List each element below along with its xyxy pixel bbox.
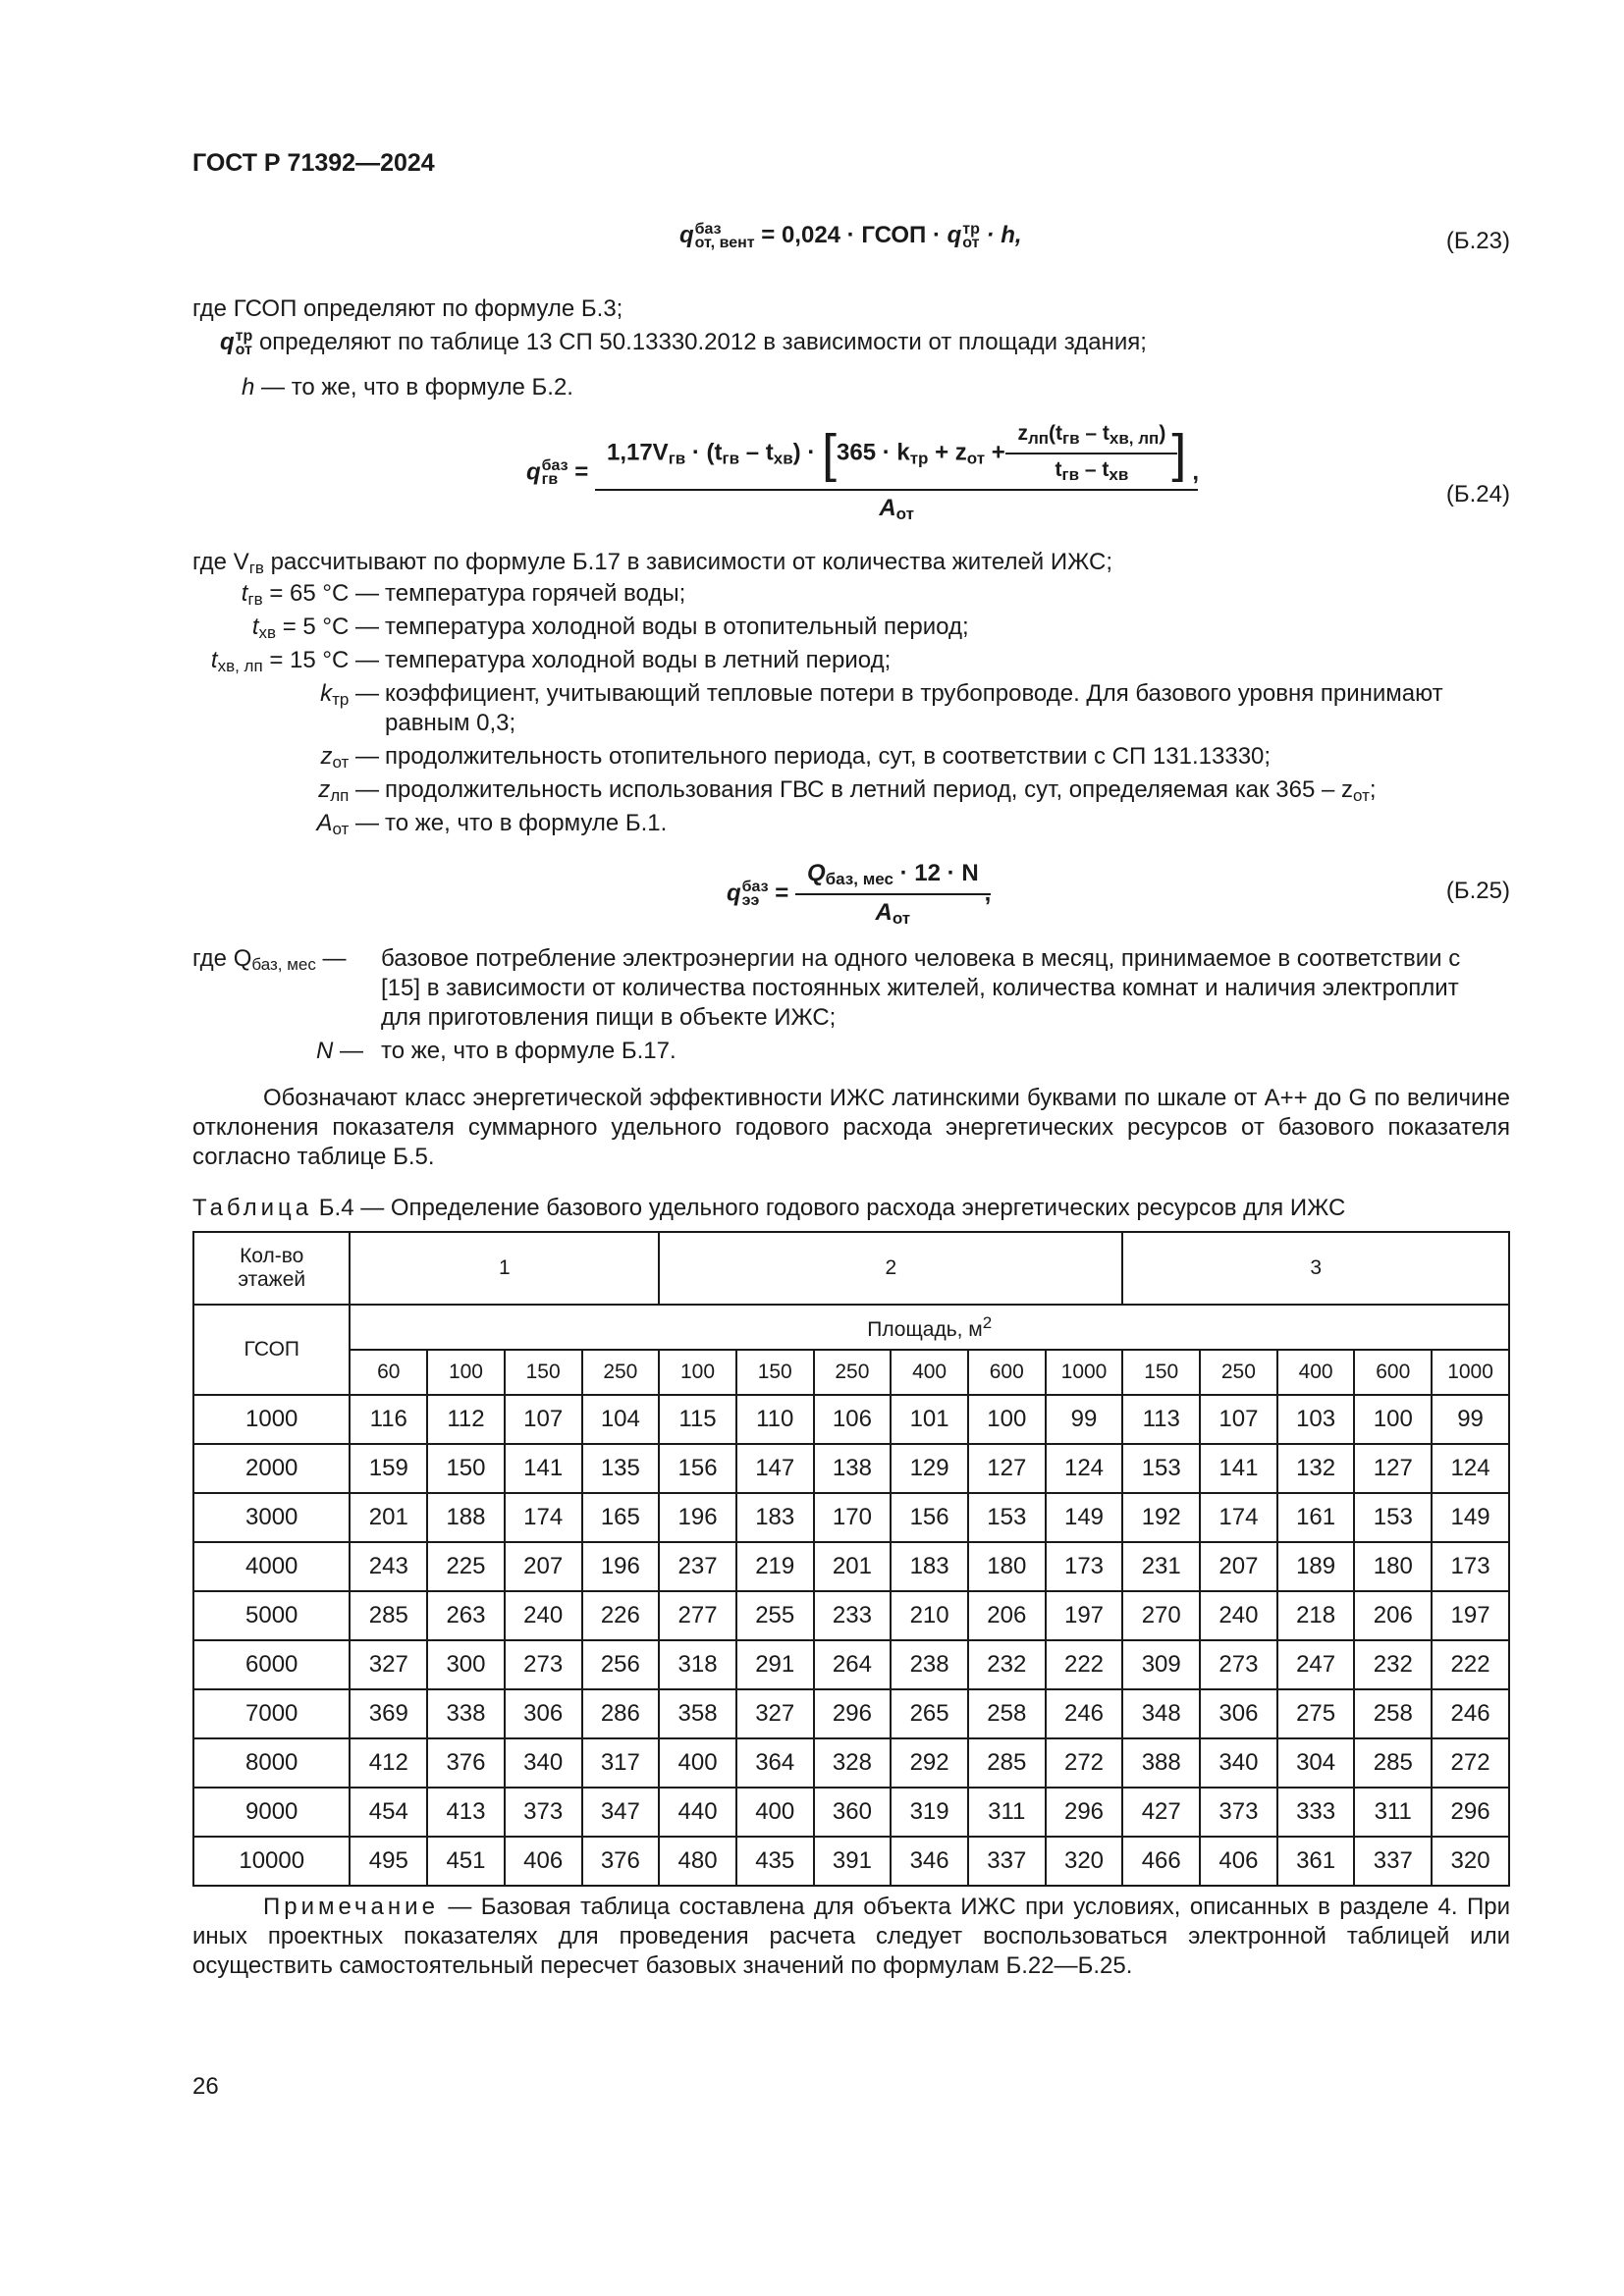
area-header-cell: 150: [736, 1350, 814, 1395]
table-cell: 320: [1046, 1837, 1123, 1886]
table-cell: 141: [505, 1444, 582, 1493]
table-cell: 340: [1200, 1738, 1277, 1788]
table-cell: 347: [582, 1788, 660, 1837]
area-header-cell: 250: [1200, 1350, 1277, 1395]
table-cell: 270: [1122, 1591, 1200, 1640]
table-row: [193, 1395, 1509, 1444]
area-header-cell: 250: [582, 1350, 660, 1395]
area-header-cell: 1000: [1432, 1350, 1509, 1395]
table-cell: 192: [1122, 1493, 1200, 1542]
table-cell: 258: [1354, 1689, 1432, 1738]
where-variable-description: продолжительность отопительного периода, сут, в соответствии с СП 131.13330;: [385, 743, 1272, 770]
table-cell: 225: [427, 1542, 505, 1591]
table-cell: 210: [891, 1591, 968, 1640]
table-cell: 291: [736, 1640, 814, 1689]
table-cell: 263: [427, 1591, 505, 1640]
table-cell: 206: [1354, 1591, 1432, 1640]
table-cell: 319: [891, 1788, 968, 1837]
table-cell: 373: [1200, 1788, 1277, 1837]
table-cell: 124: [1432, 1444, 1509, 1493]
page-number: 26: [192, 2073, 219, 2100]
table-cell: 358: [659, 1689, 736, 1738]
where-line: q тр от определяют по таблице 13 СП 50.13330.2012 в зависимости от площади здания;: [220, 327, 1147, 358]
where-variable-symbol: $z_{лп}$ —: [318, 776, 379, 805]
table-cell: 201: [814, 1542, 892, 1591]
table-cell: 207: [1200, 1542, 1277, 1591]
table-cell: 273: [505, 1640, 582, 1689]
table-cell: 237: [659, 1542, 736, 1591]
table-cell: 400: [736, 1788, 814, 1837]
table-row: [193, 1591, 1509, 1640]
area-header-cell: 60: [350, 1350, 427, 1395]
table-cell: 189: [1277, 1542, 1355, 1591]
table-cell: 327: [350, 1640, 427, 1689]
table-cell: 480: [659, 1837, 736, 1886]
table-cell: 391: [814, 1837, 892, 1886]
table-cell: 103: [1277, 1395, 1355, 1444]
table-cell: 101: [891, 1395, 968, 1444]
where-line: где $Q_{баз, мес}$ —: [192, 945, 347, 974]
table-cell: 156: [659, 1444, 736, 1493]
table-cell: 296: [1046, 1788, 1123, 1837]
table-cell: 197: [1046, 1591, 1123, 1640]
table-cell: 406: [1200, 1837, 1277, 1886]
table-cell: 99: [1432, 1395, 1509, 1444]
table-cell: 141: [1200, 1444, 1277, 1493]
area-header-cell: 150: [1122, 1350, 1200, 1395]
table-cell: 110: [736, 1395, 814, 1444]
where-variable-symbol: $A_{от}$ —: [316, 810, 379, 838]
table-cell: 304: [1277, 1738, 1355, 1788]
where-variable-symbol: $t_{гв} = 65$ °C —: [241, 580, 379, 609]
table-cell: 247: [1277, 1640, 1355, 1689]
table-cell: 99: [1046, 1395, 1123, 1444]
table-row: [193, 1788, 1509, 1837]
table-cell: 338: [427, 1689, 505, 1738]
gsop-cell: 6000: [193, 1640, 350, 1689]
gsop-cell: 7000: [193, 1689, 350, 1738]
table-cell: 360: [814, 1788, 892, 1837]
formula-b23: q баз от, вент = 0,024 · ГСОП · q тр от · h,: [679, 220, 1022, 251]
table-cell: 413: [427, 1788, 505, 1837]
formula-number-b25: (Б.25): [1445, 878, 1510, 904]
table-cell: 226: [582, 1591, 660, 1640]
table-cell: 196: [659, 1493, 736, 1542]
table-cell: 275: [1277, 1689, 1355, 1738]
table-cell: 435: [736, 1837, 814, 1886]
gsop-cell: 5000: [193, 1591, 350, 1640]
where-line: где ГСОП определяют по формуле Б.3;: [192, 295, 623, 322]
table-cell: 255: [736, 1591, 814, 1640]
table-cell: 240: [1200, 1591, 1277, 1640]
where-line: для приготовления пищи в объекте ИЖС;: [381, 1004, 837, 1031]
where-variable-description: равным 0,3;: [385, 710, 516, 736]
where-variable-symbol: $t_{хв, лп} = 15$ °C —: [210, 647, 379, 675]
table-cell: 272: [1046, 1738, 1123, 1788]
gsop-cell: 3000: [193, 1493, 350, 1542]
area-header-cell: 150: [505, 1350, 582, 1395]
table-cell: 153: [1122, 1444, 1200, 1493]
table-cell: 296: [814, 1689, 892, 1738]
table-cell: 300: [427, 1640, 505, 1689]
table-cell: 222: [1432, 1640, 1509, 1689]
where-variable-symbol: $t_{хв} = 5$ °C —: [251, 614, 379, 642]
table-cell: 243: [350, 1542, 427, 1591]
table-cell: 373: [505, 1788, 582, 1837]
table-cell: 129: [891, 1444, 968, 1493]
table-cell: 112: [427, 1395, 505, 1444]
table-cell: 170: [814, 1493, 892, 1542]
table-cell: 207: [505, 1542, 582, 1591]
table-cell: 159: [350, 1444, 427, 1493]
table-cell: 246: [1432, 1689, 1509, 1738]
area-header-cell: 600: [968, 1350, 1046, 1395]
gsop-cell: 10000: [193, 1837, 350, 1886]
table-cell: 311: [1354, 1788, 1432, 1837]
area-header-cell: 600: [1354, 1350, 1432, 1395]
table-cell: 376: [427, 1738, 505, 1788]
formula-b24: q баз гв = $1,17V_{гв} \cdot (t_{гв} - t_{хв}) \cdot [365 \cdot k_{тр} + z_{от}$ + $\frac{z_{лп}(t_{гв} - t_{хв, лп})}{t_{гв} - t_{хв}}$ ] $A_{от}$ ,: [526, 422, 1200, 523]
gsop-cell: 1000: [193, 1395, 350, 1444]
table-cell: 196: [582, 1542, 660, 1591]
table-cell: 285: [1354, 1738, 1432, 1788]
where-variable-description: температура горячей воды;: [385, 580, 686, 607]
area-header-cell: 100: [659, 1350, 736, 1395]
where-variable-symbol: $z_{от}$ —: [320, 743, 379, 772]
formula-number-b23: (Б.23): [1445, 228, 1510, 254]
table-cell: 318: [659, 1640, 736, 1689]
table-header-row: [193, 1305, 1509, 1350]
table-cell: 258: [968, 1689, 1046, 1738]
area-header-cell: 100: [427, 1350, 505, 1395]
table-cell: 113: [1122, 1395, 1200, 1444]
table-cell: 116: [350, 1395, 427, 1444]
table-row: [193, 1542, 1509, 1591]
table-cell: 265: [891, 1689, 968, 1738]
table-cell: 180: [968, 1542, 1046, 1591]
table-cell: 132: [1277, 1444, 1355, 1493]
table-cell: 238: [891, 1640, 968, 1689]
table-header-row: [193, 1232, 1509, 1305]
table-header-cell: 2: [659, 1232, 1122, 1305]
table-note: Примечание — Базовая таблица составлена для объекта ИЖС при условиях, описанных в разделе 4. При иных проектных показателях для проведения расчета следует воспользоваться электронной таблицей или осуществить самостоятельный пересчет базовых значений по формулам Б.22—Б.25.: [192, 1894, 1511, 1979]
gsop-cell: 9000: [193, 1788, 350, 1837]
table-cell: 183: [891, 1542, 968, 1591]
table-cell: 153: [968, 1493, 1046, 1542]
table-cell: 256: [582, 1640, 660, 1689]
table-cell: 135: [582, 1444, 660, 1493]
table-cell: 100: [1354, 1395, 1432, 1444]
where-variable-symbol: $k_{тр}$ —: [320, 680, 379, 709]
table-cell: 337: [968, 1837, 1046, 1886]
table-cell: 328: [814, 1738, 892, 1788]
where-variable-description: коэффициент, учитывающий тепловые потери в трубопроводе. Для базового уровня принимают: [385, 680, 1443, 707]
table-cell: 174: [505, 1493, 582, 1542]
table-cell: 174: [1200, 1493, 1277, 1542]
table-cell: 285: [350, 1591, 427, 1640]
table-cell: 348: [1122, 1689, 1200, 1738]
where-variable-description: температура холодной воды в летний период;: [385, 647, 892, 673]
table-cell: 273: [1200, 1640, 1277, 1689]
where-variable-description: температура холодной воды в отопительный период;: [385, 614, 969, 640]
table-cell: 376: [582, 1837, 660, 1886]
where-variable-description: продолжительность использования ГВС в летний период, сут, определяемая как $365 - z_{от}$;: [385, 776, 1377, 805]
table-cell: 292: [891, 1738, 968, 1788]
table-header-cell: Площадь, $м^2$: [350, 1305, 1509, 1350]
table-cell: 127: [968, 1444, 1046, 1493]
table-cell: 107: [505, 1395, 582, 1444]
table-cell: 149: [1046, 1493, 1123, 1542]
table-cell: 197: [1432, 1591, 1509, 1640]
area-header-cell: 400: [891, 1350, 968, 1395]
table-cell: 188: [427, 1493, 505, 1542]
table-cell: 165: [582, 1493, 660, 1542]
table-cell: 233: [814, 1591, 892, 1640]
table-row: [193, 1837, 1509, 1886]
table-cell: 232: [968, 1640, 1046, 1689]
table-cell: 320: [1432, 1837, 1509, 1886]
table-header-cell: 3: [1122, 1232, 1509, 1305]
table-cell: 466: [1122, 1837, 1200, 1886]
table-cell: 264: [814, 1640, 892, 1689]
where-line: N —: [316, 1038, 364, 1064]
table-cell: 147: [736, 1444, 814, 1493]
table-cell: 201: [350, 1493, 427, 1542]
table-cell: 104: [582, 1395, 660, 1444]
table-cell: 206: [968, 1591, 1046, 1640]
table-cell: 107: [1200, 1395, 1277, 1444]
table-cell: 340: [505, 1738, 582, 1788]
where-line: где $V_{гв}$ рассчитывают по формуле Б.17 в зависимости от количества жителей ИЖС;: [192, 549, 1113, 577]
table-header-cell: ГСОП: [193, 1305, 350, 1395]
table-header-cell: 1: [350, 1232, 659, 1305]
body-paragraph: Обозначают класс энергетической эффективности ИЖС латинскими буквами по шкале от А++ до G по величине отклонения показателя суммарного удельного годового расхода энергетических ресурсов от базового показателя согласно таблице Б.5.: [192, 1085, 1510, 1170]
formula-number-b24: (Б.24): [1445, 481, 1510, 507]
table-cell: 156: [891, 1493, 968, 1542]
table-cell: 309: [1122, 1640, 1200, 1689]
table-cell: 369: [350, 1689, 427, 1738]
formula-b25: q баз ээ = $\frac{Q_{баз, мес} \cdot 12 \cdot N}{A_{от}}$ ,: [727, 860, 992, 928]
table-cell: 173: [1432, 1542, 1509, 1591]
table-cell: 306: [1200, 1689, 1277, 1738]
table-cell: 285: [968, 1738, 1046, 1788]
area-header-cell: 1000: [1046, 1350, 1123, 1395]
table-row: [193, 1738, 1509, 1788]
table-cell: 149: [1432, 1493, 1509, 1542]
table-cell: 361: [1277, 1837, 1355, 1886]
table-row: [193, 1689, 1509, 1738]
where-line: базовое потребление электроэнергии на одного человека в месяц, принимаемое в соответствии с: [381, 945, 1461, 972]
table-row: [193, 1444, 1509, 1493]
gsop-cell: 8000: [193, 1738, 350, 1788]
energy-consumption-table: [192, 1231, 1510, 1887]
table-cell: 400: [659, 1738, 736, 1788]
table-header-row: [193, 1350, 1509, 1395]
table-header-cell: Кол-во этажей: [193, 1232, 350, 1305]
table-cell: 219: [736, 1542, 814, 1591]
table-cell: 454: [350, 1788, 427, 1837]
table-cell: 412: [350, 1738, 427, 1788]
where-variable-description: то же, что в формуле Б.1.: [385, 810, 668, 836]
gsop-cell: 4000: [193, 1542, 350, 1591]
table-cell: 246: [1046, 1689, 1123, 1738]
table-cell: 451: [427, 1837, 505, 1886]
table-cell: 272: [1432, 1738, 1509, 1788]
table-cell: 232: [1354, 1640, 1432, 1689]
table-cell: 364: [736, 1738, 814, 1788]
table-cell: 317: [582, 1738, 660, 1788]
table-cell: 106: [814, 1395, 892, 1444]
gsop-cell: 2000: [193, 1444, 350, 1493]
table-cell: 222: [1046, 1640, 1123, 1689]
where-line: h — то же, что в формуле Б.2.: [242, 374, 573, 400]
table-cell: 406: [505, 1837, 582, 1886]
table-cell: 306: [505, 1689, 582, 1738]
table-cell: 240: [505, 1591, 582, 1640]
table-row: [193, 1493, 1509, 1542]
table-cell: 218: [1277, 1591, 1355, 1640]
where-line: то же, что в формуле Б.17.: [381, 1038, 677, 1064]
table-cell: 311: [968, 1788, 1046, 1837]
area-header-cell: 250: [814, 1350, 892, 1395]
table-cell: 231: [1122, 1542, 1200, 1591]
table-cell: 346: [891, 1837, 968, 1886]
table-cell: 337: [1354, 1837, 1432, 1886]
table-cell: 150: [427, 1444, 505, 1493]
table-cell: 173: [1046, 1542, 1123, 1591]
table-cell: 183: [736, 1493, 814, 1542]
table-cell: 296: [1432, 1788, 1509, 1837]
table-cell: 127: [1354, 1444, 1432, 1493]
where-line: [15] в зависимости от количества постоянных жителей, количества комнат и наличия электроплит: [381, 975, 1459, 1001]
table-row: [193, 1640, 1509, 1689]
table-cell: 427: [1122, 1788, 1200, 1837]
table-cell: 286: [582, 1689, 660, 1738]
table-cell: 495: [350, 1837, 427, 1886]
table-cell: 440: [659, 1788, 736, 1837]
table-cell: 161: [1277, 1493, 1355, 1542]
document-header: ГОСТ Р 71392—2024: [192, 149, 435, 177]
table-cell: 100: [968, 1395, 1046, 1444]
table-cell: 388: [1122, 1738, 1200, 1788]
table-cell: 180: [1354, 1542, 1432, 1591]
table-cell: 153: [1354, 1493, 1432, 1542]
table-cell: 333: [1277, 1788, 1355, 1837]
table-cell: 277: [659, 1591, 736, 1640]
table-cell: 115: [659, 1395, 736, 1444]
table-caption: Таблица Б.4 — Определение базового удельного годового расхода энергетических ресурсов для ИЖС: [192, 1195, 1346, 1221]
area-header-cell: 400: [1277, 1350, 1355, 1395]
table-cell: 138: [814, 1444, 892, 1493]
table-cell: 124: [1046, 1444, 1123, 1493]
table-cell: 327: [736, 1689, 814, 1738]
